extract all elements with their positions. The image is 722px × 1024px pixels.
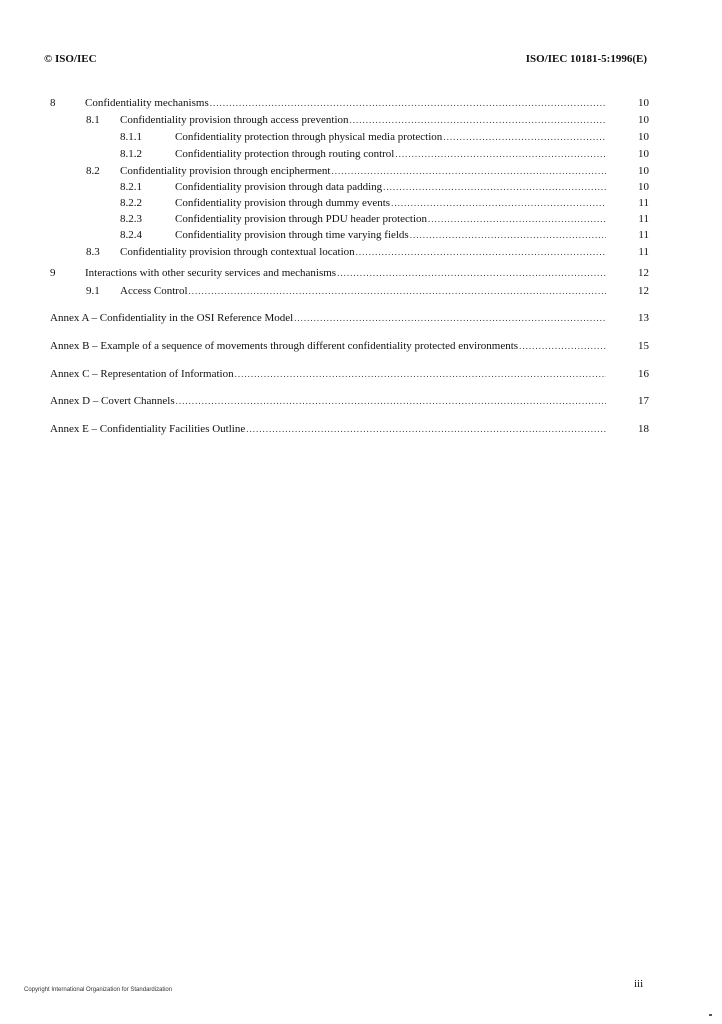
toc-entry-page: 18 — [638, 423, 649, 435]
toc-entry-title: Confidentiality provision through time varying fields — [175, 229, 409, 241]
toc-entry[interactable] — [0, 228, 722, 242]
toc-entry-number: 8.2.2 — [120, 197, 142, 209]
toc-annex-entry[interactable] — [0, 394, 722, 408]
toc-leader-dots — [428, 212, 606, 226]
toc-leader-dots — [246, 422, 606, 436]
toc-entry-title: Annex A – Confidentiality in the OSI Reference Model — [50, 312, 294, 324]
toc-leader-dots — [235, 367, 606, 381]
toc-entry-number: 9 — [50, 267, 56, 279]
toc-entry-number: 8.2.4 — [120, 229, 142, 241]
toc-entry-title: Confidentiality provision through data padding — [175, 181, 383, 193]
toc-entry[interactable] — [0, 212, 722, 226]
toc-entry-title: Confidentiality mechanisms — [85, 97, 209, 109]
toc-entry[interactable] — [0, 196, 722, 210]
toc-entry-title: Confidentiality provision through contextual location — [120, 246, 355, 258]
header-standard-id: ISO/IEC 10181-5:1996(E) — [525, 53, 647, 65]
toc-entry[interactable] — [0, 245, 722, 259]
header-copyright: © ISO/IEC — [44, 53, 97, 65]
toc-entry-page: 12 — [638, 267, 649, 279]
toc-leader-dots — [356, 245, 606, 259]
toc-entry[interactable] — [0, 164, 722, 178]
toc-entry-page: 13 — [638, 312, 649, 324]
toc-annex-entry[interactable] — [0, 367, 722, 381]
toc-entry[interactable] — [0, 96, 722, 110]
toc-annex-entry[interactable] — [0, 422, 722, 436]
toc-entry-page: 10 — [638, 97, 649, 109]
toc-entry-title: Interactions with other security services and mechanisms — [85, 267, 337, 279]
toc-entry-number: 8.2.1 — [120, 181, 142, 193]
toc-entry-title: Confidentiality provision through encipherment — [120, 165, 331, 177]
toc-entry-title: Confidentiality protection through routing control — [175, 148, 395, 160]
toc-entry[interactable] — [0, 266, 722, 280]
toc-leader-dots — [189, 284, 606, 298]
toc-entry-title: Confidentiality provision through PDU header protection — [175, 213, 428, 225]
toc-entry-title: Annex B – Example of a sequence of movements through different confidentiality protected environments — [50, 340, 519, 352]
toc-leader-dots — [350, 113, 606, 127]
toc-entry-page: 10 — [638, 181, 649, 193]
toc-entry-number: 8.1.1 — [120, 131, 142, 143]
toc-entry-number: 8.2.3 — [120, 213, 142, 225]
toc-entry[interactable] — [0, 130, 722, 144]
toc-leader-dots — [176, 394, 606, 408]
toc-leader-dots — [410, 228, 606, 242]
toc-entry-page: 10 — [638, 148, 649, 160]
toc-entry-page: 11 — [638, 197, 649, 209]
toc-entry-page: 11 — [638, 229, 649, 241]
toc-leader-dots — [519, 339, 606, 353]
toc-entry-title: Access Control — [120, 285, 188, 297]
toc-entry-page: 11 — [638, 213, 649, 225]
toc-leader-dots — [395, 147, 606, 161]
toc-entry-number: 8 — [50, 97, 56, 109]
toc-entry-number: 9.1 — [86, 285, 100, 297]
toc-entry-page: 15 — [638, 340, 649, 352]
toc-entry-title: Confidentiality protection through physical media protection — [175, 131, 443, 143]
toc-leader-dots — [294, 311, 606, 325]
toc-leader-dots — [391, 196, 606, 210]
toc-leader-dots — [383, 180, 606, 194]
toc-entry-title: Confidentiality provision through dummy events — [175, 197, 391, 209]
toc-entry-page: 10 — [638, 165, 649, 177]
toc-entry-title: Confidentiality provision through access prevention — [120, 114, 349, 126]
toc-entry-title: Annex E – Confidentiality Facilities Outline — [50, 423, 246, 435]
page-number: iii — [634, 978, 644, 990]
toc-entry-number: 8.2 — [86, 165, 100, 177]
toc-entry[interactable] — [0, 180, 722, 194]
footer-copyright: Copyright International Organization for Standardization — [24, 987, 173, 993]
toc-entry-title: Annex C – Representation of Information — [50, 368, 234, 380]
toc-leader-dots — [337, 266, 606, 280]
toc-entry-page: 10 — [638, 131, 649, 143]
toc-entry-page: 17 — [638, 395, 649, 407]
toc-entry[interactable] — [0, 284, 722, 298]
toc-leader-dots — [332, 164, 607, 178]
toc-entry-number: 8.3 — [86, 246, 100, 258]
toc-annex-entry[interactable] — [0, 339, 722, 353]
toc-entry-number: 8.1.2 — [120, 148, 142, 160]
toc-leader-dots — [443, 130, 606, 144]
toc-leader-dots — [210, 96, 606, 110]
toc-entry-number: 8.1 — [86, 114, 100, 126]
toc-entry[interactable] — [0, 113, 722, 127]
toc-entry-page: 12 — [638, 285, 649, 297]
toc-entry-page: 16 — [638, 368, 649, 380]
scan-mark — [709, 1014, 712, 1016]
toc-entry-title: Annex D – Covert Channels — [50, 395, 175, 407]
toc-entry-page: 11 — [638, 246, 649, 258]
toc-annex-entry[interactable] — [0, 311, 722, 325]
toc-entry[interactable] — [0, 147, 722, 161]
toc-entry-page: 10 — [638, 114, 649, 126]
